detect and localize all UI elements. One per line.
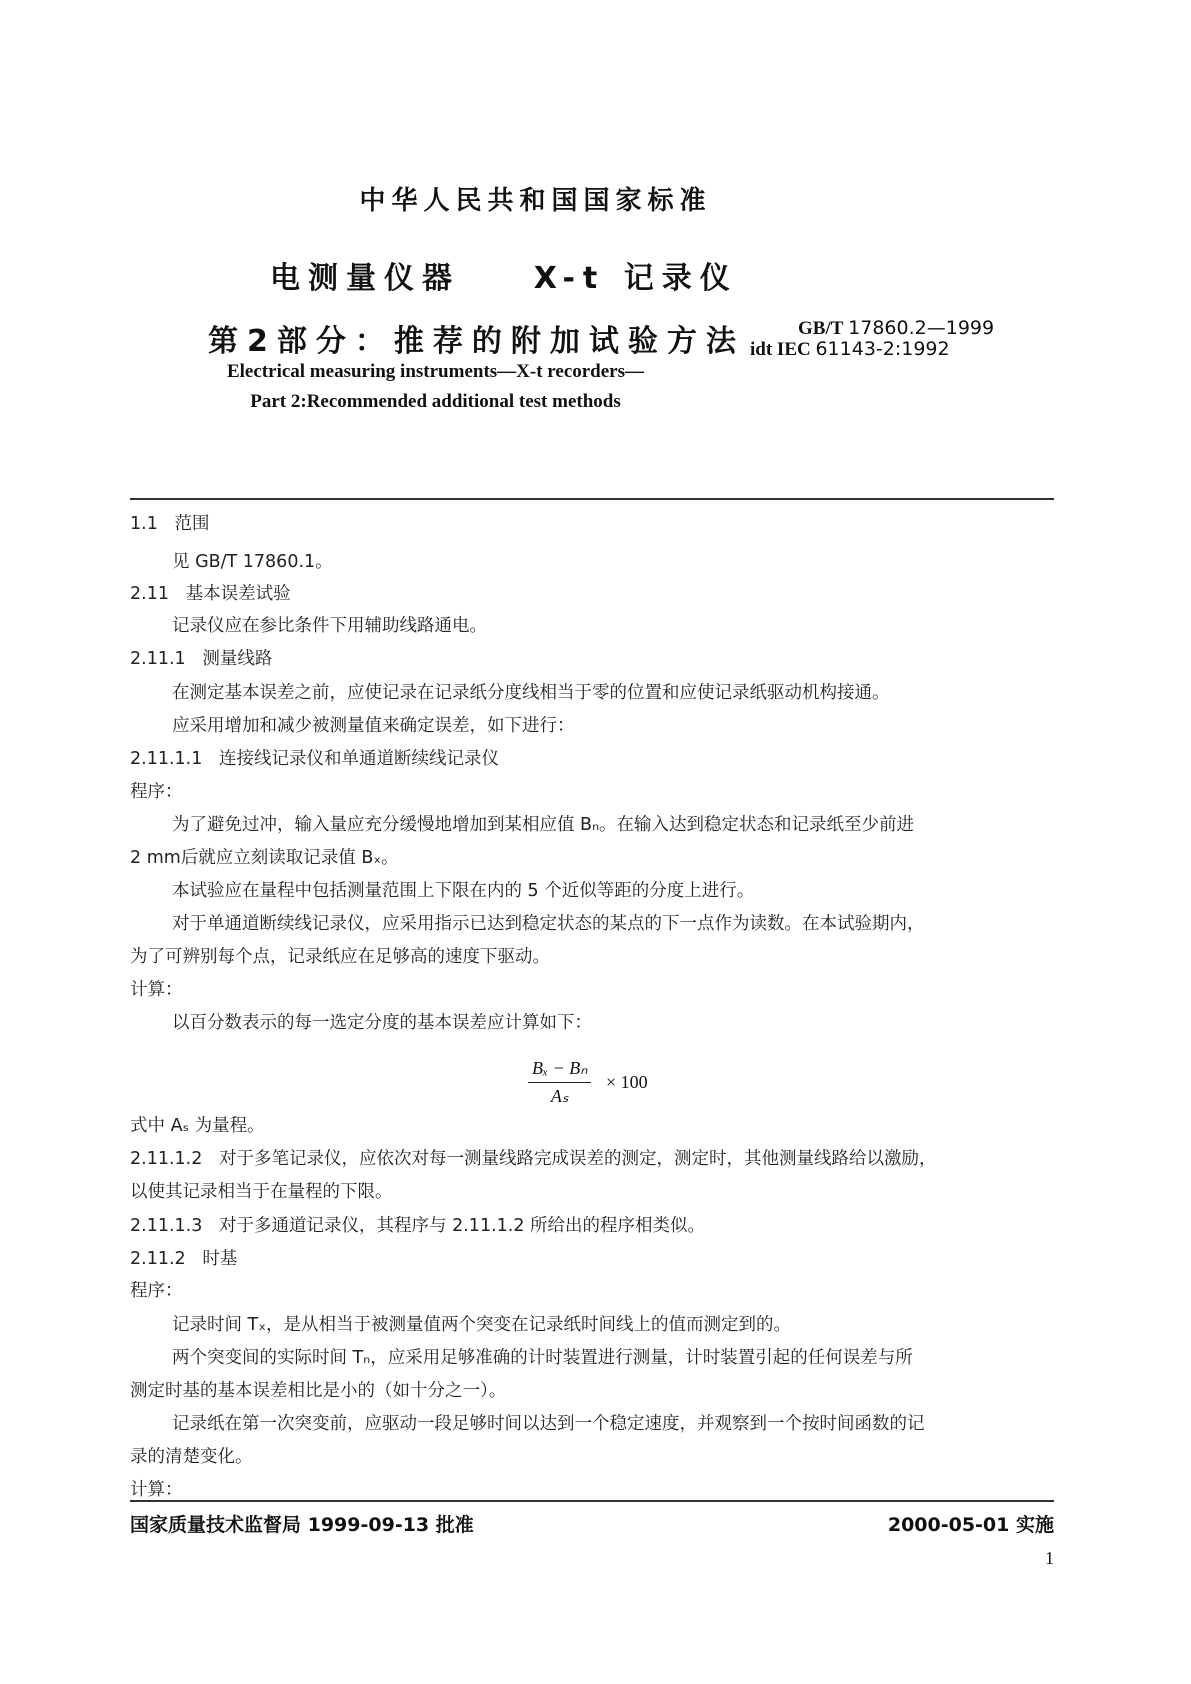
paragraph: 2 mm后就应立刻读取记录值 Bₓ。	[130, 848, 399, 868]
section-2-11-1-3: 2.11.1.3 对于多通道记录仪，其程序与 2.11.1.2 所给出的程序相类似。	[130, 1216, 706, 1236]
paragraph: 记录纸在第一次突变前，应驱动一段足够时间以达到一个稳定速度，并观察到一个按时间函数的记	[172, 1414, 925, 1434]
formula-numerator: Bₓ − Bₙ	[528, 1058, 591, 1083]
paragraph: 记录时间 Tₓ，是从相当于被测量值两个突变在记录纸时间线上的值而测定到的。	[172, 1315, 792, 1335]
section-2-11-heading: 2.11 基本误差试验	[130, 584, 291, 604]
idt-number: 61143-2:1992	[815, 338, 950, 360]
section-2-11-1-heading: 2.11.1 测量线路	[130, 649, 273, 669]
approval-line: 国家质量技术监督局 1999-09-13 批准	[130, 1514, 474, 1536]
formula-fraction	[528, 1058, 591, 1107]
standard-number-block	[750, 317, 995, 360]
paragraph: 本试验应在量程中包括测量范围上下限在内的 5 个近似等距的分度上进行。	[172, 881, 755, 901]
title-line-1: 电测量仪器 X-t 记录仪	[270, 261, 738, 296]
formula-denominator: Aₛ	[550, 1086, 569, 1106]
section-2-11-1-2: 2.11.1.2 对于多笔记录仪，应依次对每一测量线路完成误差的测定，测定时，其他测量线路给以激励，	[130, 1149, 937, 1169]
paragraph: 为了避免过冲，输入量应充分缓慢地增加到某相应值 Bₙ。在输入达到稳定状态和记录纸至少前进	[172, 815, 915, 835]
paragraph: 为了可辨别每个点，记录纸应在足够高的速度下驱动。	[130, 947, 550, 967]
std-prefix: GB/T	[798, 318, 844, 339]
procedure-label: 程序：	[130, 782, 183, 802]
section-1-1-heading: 1.1 范围	[130, 514, 210, 534]
paragraph: 见 GB/T 17860.1。	[172, 552, 333, 572]
effective-date: 2000-05-01 实施	[887, 1514, 1054, 1536]
formula-multiplier: × 100	[605, 1072, 648, 1092]
paragraph: 在测定基本误差之前，应使记录在记录纸分度线相当于零的位置和应使记录纸驱动机构接通。	[172, 683, 890, 703]
paragraph: 录的清楚变化。	[130, 1447, 253, 1467]
paragraph: 对于单通道断续线记录仪，应采用指示已达到稳定状态的某点的下一点作为读数。在本试验期内，	[172, 914, 925, 934]
title-line-2: 第2部分：推荐的附加试验方法	[208, 324, 745, 359]
section-2-11-2-heading: 2.11.2 时基	[130, 1249, 238, 1269]
procedure-label: 程序：	[130, 1281, 183, 1301]
paragraph: 以使其记录相当于在量程的下限。	[130, 1182, 393, 1202]
header-divider	[130, 498, 1054, 500]
page-number: 1	[1045, 1548, 1054, 1568]
english-title-line-1: Electrical measuring instruments—X-t recorders—	[226, 361, 645, 382]
calculation-label: 计算：	[130, 1480, 183, 1500]
idt-prefix: idt IEC	[750, 339, 811, 360]
calculation-label: 计算：	[130, 980, 183, 1000]
footer-divider	[130, 1500, 1054, 1502]
paragraph: 测定时基的基本误差相比是小的（如十分之一）。	[130, 1381, 507, 1401]
english-title-line-2: Part 2:Recommended additional test methods	[250, 391, 621, 412]
error-formula	[528, 1058, 648, 1107]
std-number: 17860.2—1999	[848, 317, 995, 339]
paragraph: 式中 Aₛ 为量程。	[130, 1116, 265, 1136]
paragraph: 以百分数表示的每一选定分度的基本误差应计算如下：	[172, 1013, 592, 1033]
paragraph: 两个突变间的实际时间 Tₙ，应采用足够准确的计时装置进行测量，计时装置引起的任何误差与所	[172, 1348, 913, 1368]
paragraph: 记录仪应在参比条件下用辅助线路通电。	[172, 616, 487, 636]
paragraph: 应采用增加和减少被测量值来确定误差，如下进行：	[172, 716, 575, 736]
standard-type-heading: 中华人民共和国国家标准	[359, 186, 712, 216]
section-2-11-1-1-heading: 2.11.1.1 连接线记录仪和单通道断续线记录仪	[130, 749, 500, 769]
